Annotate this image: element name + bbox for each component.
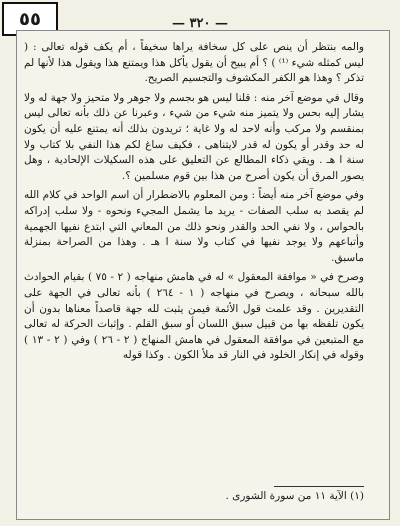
paragraph: وفي موضع آخر منه أيضاً : ومن المعلوم بالاضطرار أن اسم الواحد في كلام الله لم يقصد به سلب الصفات - يريد ما يشمل المجيء ونحوه - ولا سلب إدراكه بالحواس ، ولا نفي الحد والقدر ونحو ذلك من المعاني التي ابتدع نفيها الجهمية وأتباعهم ولا يوجد نفيها في كتاب ولا سنة ا هـ . وهذا من الصراحة بمنزلة ماسبق. bbox=[24, 189, 364, 264]
corner-label: ٥٥ bbox=[19, 8, 41, 30]
footnote-rule bbox=[274, 486, 364, 487]
footnote: (١) الآية ١١ من سورة الشورى . bbox=[225, 490, 364, 502]
body-text bbox=[24, 40, 364, 368]
page-number: — ٣٢٠ — bbox=[171, 16, 228, 31]
paragraph: وصرح في « موافقة المعقول » له في هامش منهاجه ( ٢ - ٧٥ ) بقيام الحوادث بالله سبحانه ، ويصرح في منهاجه ( ١ - ٢٦٤ ) بأنه تعالى في الجهة على التقديرين . وقد علمت قول الأئمة فيمن يثبت لله جهة قاصداً معناها بدون أن يكون تلفظه بها من قبيل سبق اللسان أو سبق القلم . وإثبات الحركة له تعالى مع المتبعين في موافقة المعقول في هامش المنهاج ( ٢ - ٢٦ ) وفي ( ٢ - ١٣ ) وقوله في إنكار الخلود في النار قد ملأ الكون . وكذا قوله bbox=[24, 271, 365, 362]
paragraph: والمه بنتظر أن ينص على كل سخافة يراها سخيفاً ، أم يكف قوله تعالى : ( ليس كمثله شيء ⁽¹⁾ ) ؟ أم يبيح أن يقول يأكل هذا ويمتنع هذا ويقول هذا لأنها لم تذكر ؟ وهذا هو الكفر المكشوف والتجسيم الصريح. bbox=[24, 41, 364, 85]
paragraph: وقال في موضع آخر منه : قلنا ليس هو بجسم ولا جوهر ولا متحيز ولا جهة له ولا يشار إليه بحس ولا يتميز منه شيء من شيء ، وعبرنا عن ذلك بأنه تعالى ليس بمنقسم ولا مركب وأنه لاحد له ولا غاية ؛ تريدون بذلك أنه يمتنع عليه أن يكون له حد وقدر أو يكون له قدر لايتناهى ، فكيف ساغ لكم هذا النفي بلا كتاب ولا سنة ا هـ . ويقي ذكاء المطالع عن التعليق على هذه السكيلات الإلحادية ، وهل يصور المرق أن يكون أصرح من هذا بين قوم مسلمين ؟. bbox=[24, 91, 364, 182]
